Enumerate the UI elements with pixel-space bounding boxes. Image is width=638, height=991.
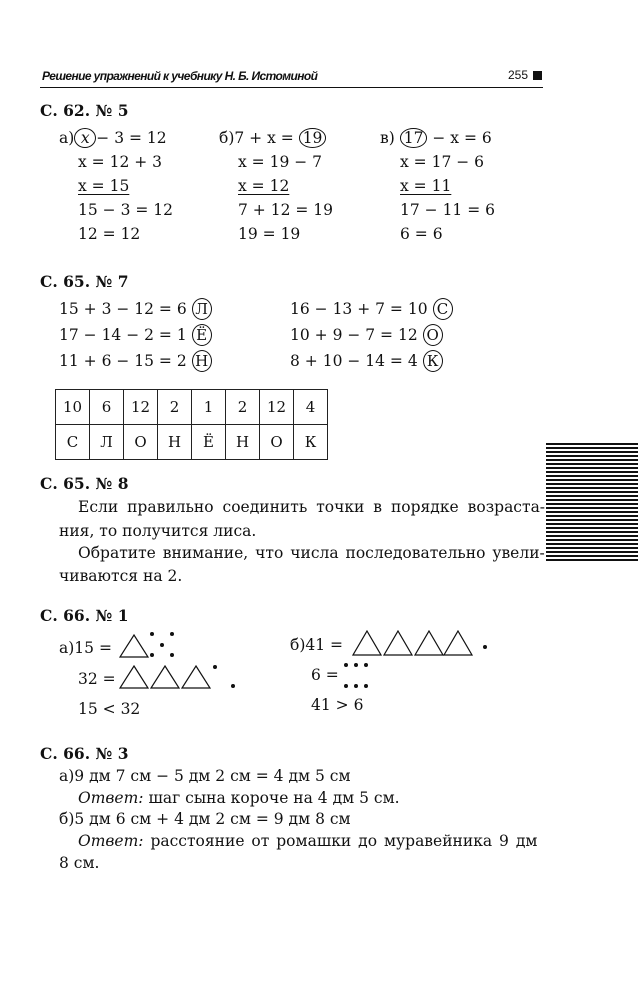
item-b-line3: 41 > 6 — [311, 696, 364, 714]
triangle-icon — [119, 665, 211, 689]
table-cell: 6 — [90, 390, 124, 425]
equation-row: 17 − 14 − 2 = 1 Ё — [59, 324, 212, 346]
edge-thumb-index — [546, 443, 638, 563]
item-a-line5: 12 = 12 — [78, 225, 141, 243]
item-a-line2: x = 12 + 3 — [78, 153, 163, 171]
table-cell: 1 — [192, 390, 226, 425]
dot-icon — [213, 665, 217, 669]
section-title: С. 66. № 1 — [40, 606, 129, 625]
paragraph-line: Обратите внимание, что числа последовательно увели- — [78, 544, 545, 562]
dot-icon — [364, 684, 368, 688]
item-a-line4: 15 − 3 = 12 — [78, 201, 173, 219]
dot-icon — [344, 663, 348, 667]
dot-icon — [170, 653, 174, 657]
dot-icon — [160, 643, 164, 647]
section-title: С. 62. № 5 — [40, 101, 129, 120]
dot-icon — [170, 632, 174, 636]
table-cell: Н — [158, 425, 192, 460]
circled-letter: Ё — [192, 324, 212, 346]
answer-line: 8 см. — [59, 854, 100, 872]
table-cell: О — [260, 425, 294, 460]
item-a-line1: а)9 дм 7 см − 5 дм 2 см = 4 дм 5 см — [59, 767, 351, 785]
dot-icon — [231, 684, 235, 688]
table-cell: Л — [90, 425, 124, 460]
item-b-line3: x = 12 — [238, 177, 290, 195]
item-label: а) — [59, 129, 75, 147]
item-b-line1: б)7 + x = 19 — [219, 128, 326, 148]
item-a-line2: 32 = — [78, 670, 116, 688]
table-cell: О — [124, 425, 158, 460]
equation-row: 15 + 3 − 12 = 6 Л — [59, 298, 212, 320]
triangle-icon — [119, 634, 149, 658]
item-b-line2: x = 19 − 7 — [238, 153, 323, 171]
table-cell: 4 — [294, 390, 328, 425]
paragraph-line: Если правильно соединить точки в порядке возраста- — [78, 498, 546, 516]
circled-letter: Л — [192, 298, 212, 320]
item-a-line1: а) x − 3 = 12 — [59, 129, 167, 147]
circled-number: 19 — [299, 128, 327, 148]
dot-icon — [150, 632, 154, 636]
table-cell: 10 — [56, 390, 90, 425]
equation-row: 8 + 10 − 14 = 4 К — [290, 350, 443, 372]
dot-icon — [344, 684, 348, 688]
table-row — [56, 425, 328, 460]
answer-line: Ответ: шаг сына короче на 4 дм 5 см. — [78, 789, 400, 807]
circled-letter: К — [423, 350, 443, 372]
header-square-icon — [533, 71, 542, 80]
item-c-line3: x = 11 — [400, 177, 452, 195]
paragraph-line: ния, то получится лиса. — [59, 522, 257, 540]
circled-letter: С — [433, 298, 453, 320]
answer-table — [55, 389, 328, 460]
item-a-line3: x = 15 — [78, 177, 130, 195]
item-b-line4: 7 + 12 = 19 — [238, 201, 333, 219]
paragraph-line: чиваются на 2. — [59, 567, 183, 585]
table-cell: Ё — [192, 425, 226, 460]
dot-icon — [364, 663, 368, 667]
table-cell: 2 — [226, 390, 260, 425]
table-row — [56, 390, 328, 425]
running-header: Решение упражнений к учебнику Н. Б. Истоминой — [42, 69, 318, 83]
header-rule — [40, 87, 543, 88]
table-cell: 12 — [124, 390, 158, 425]
item-c-line1: в) 17 − x = 6 — [380, 129, 492, 147]
section-title: С. 65. № 8 — [40, 474, 129, 493]
section-title: С. 66. № 3 — [40, 744, 129, 763]
equation-row: 11 + 6 − 15 = 2 Н — [59, 350, 212, 372]
equation-row: 10 + 9 − 7 = 12 О — [290, 324, 443, 346]
dot-icon — [483, 645, 487, 649]
table-cell: Н — [226, 425, 260, 460]
circled-letter: О — [423, 324, 443, 346]
page-number: 255 — [508, 68, 529, 82]
item-a-line1: а)15 = — [59, 639, 112, 657]
triangle-icon — [352, 630, 474, 656]
dot-icon — [354, 684, 358, 688]
answer-line: Ответ: расстояние от ромашки до муравейника 9 дм — [78, 832, 538, 850]
table-cell: 12 — [260, 390, 294, 425]
dot-icon — [354, 663, 358, 667]
item-c-line5: 6 = 6 — [400, 225, 443, 243]
item-b-line2: 6 = — [311, 666, 339, 684]
section-title: С. 65. № 7 — [40, 272, 129, 291]
item-c-line4: 17 − 11 = 6 — [400, 201, 495, 219]
item-b-line1: б)5 дм 6 см + 4 дм 2 см = 9 дм 8 см — [59, 810, 351, 828]
item-b-line1: б)41 = — [290, 636, 344, 654]
circled-letter: Н — [192, 350, 212, 372]
table-cell: С — [56, 425, 90, 460]
circled-number: 17 — [400, 128, 428, 148]
circled-variable: x — [74, 128, 96, 148]
item-c-line2: x = 17 − 6 — [400, 153, 485, 171]
equation-row: 16 − 13 + 7 = 10 С — [290, 298, 453, 320]
item-a-line3: 15 < 32 — [78, 700, 141, 718]
table-cell: К — [294, 425, 328, 460]
item-b-line5: 19 = 19 — [238, 225, 301, 243]
table-cell: 2 — [158, 390, 192, 425]
dot-icon — [150, 653, 154, 657]
